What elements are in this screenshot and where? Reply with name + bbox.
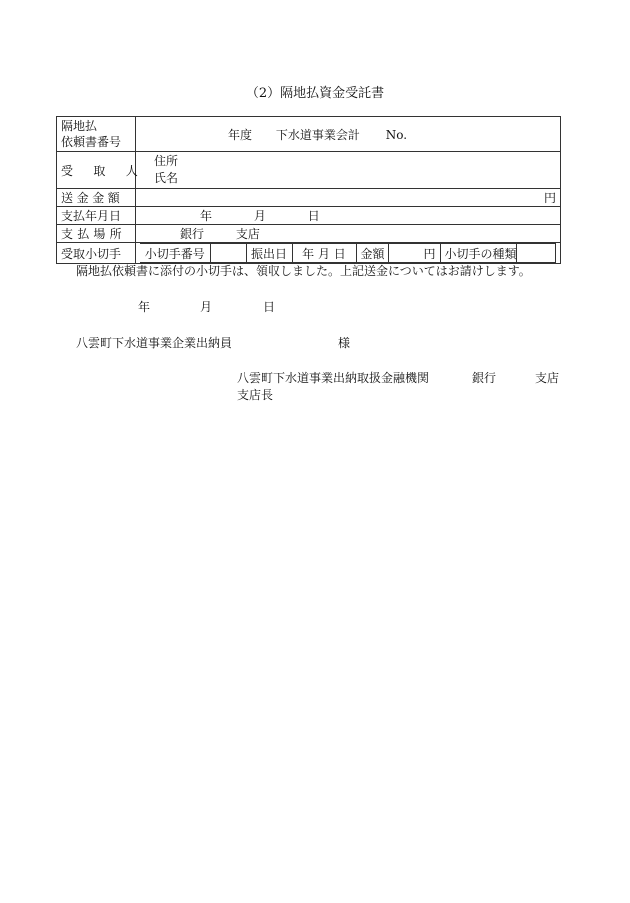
value-amount[interactable] [136, 189, 561, 207]
payment-place-label-text: 支払場所 [61, 227, 126, 241]
label-payment-date [57, 207, 136, 225]
label-line2: 依頼書番号 [61, 135, 122, 149]
year-unit: 年 [200, 209, 213, 223]
addressee-honorific: 様 [338, 336, 351, 350]
receipt-statement: 隔地払依頼書に添付の小切手は、領収しました。上記送金についてはお請けします。 [76, 264, 531, 278]
sender-title: 支店長 [237, 388, 274, 402]
check-amount-label: 金額 [356, 244, 388, 263]
date-day: 日 [263, 300, 276, 314]
value-request-number[interactable] [136, 117, 561, 152]
addressee-name: 八雲町下水道事業企業出納員 [76, 336, 233, 350]
label-line1: 隔地払 [61, 119, 98, 133]
label-payee [57, 152, 143, 189]
row-amount [57, 189, 561, 207]
row-payment-place [57, 225, 561, 243]
value-payment-date[interactable] [136, 207, 561, 225]
issue-date-label: 振出日 [246, 244, 292, 263]
row-payment-date [57, 207, 561, 225]
value-payment-place[interactable] [136, 225, 561, 243]
check-number-value[interactable] [210, 244, 246, 263]
day-unit: 日 [307, 209, 320, 223]
address-label: 住所 [154, 154, 179, 168]
check-yen-unit: 円 [423, 246, 436, 261]
row-request-number [57, 117, 561, 152]
label-amount [57, 189, 136, 207]
month-unit: 月 [253, 209, 266, 223]
check-subtable [140, 243, 556, 263]
label-received-check [57, 243, 136, 264]
account-name: 下水道事業会計 [275, 127, 360, 142]
label-request-number [57, 117, 136, 152]
value-received-check [136, 243, 561, 264]
check-type-value[interactable] [516, 244, 556, 263]
row-received-check [57, 243, 561, 264]
check-type-label: 小切手の種類 [440, 244, 516, 263]
number-label: No. [385, 127, 408, 142]
branch-unit: 支店 [235, 227, 260, 241]
label-payment-place [57, 225, 136, 243]
row-payee [57, 152, 561, 189]
fiscal-year-label: 年度 [228, 127, 253, 142]
date-year: 年 [138, 300, 151, 314]
sender-branch: 支店 [535, 371, 560, 385]
bank-unit: 銀行 [180, 227, 205, 241]
payment-date-label-text: 支払年月日 [61, 209, 122, 223]
date-month: 月 [200, 300, 213, 314]
sender-bank: 銀行 [472, 371, 497, 385]
value-payee[interactable] [136, 152, 561, 189]
name-label: 氏名 [154, 171, 179, 185]
payee-label-text: 受 取 人 [61, 163, 143, 178]
sender-institution: 八雲町下水道事業出納取扱金融機関 [237, 371, 430, 385]
check-number-label: 小切手番号 [140, 244, 210, 263]
document-title: （2）隔地払資金受託書 [245, 86, 385, 101]
check-amount-value[interactable] [388, 244, 440, 263]
issue-date-value[interactable]: 年 月 日 [292, 244, 356, 263]
yen-unit: 円 [543, 191, 556, 205]
amount-label-text: 送金金額 [61, 191, 124, 205]
remittance-form-table [56, 116, 561, 264]
received-check-label-text: 受取小切手 [61, 246, 122, 261]
